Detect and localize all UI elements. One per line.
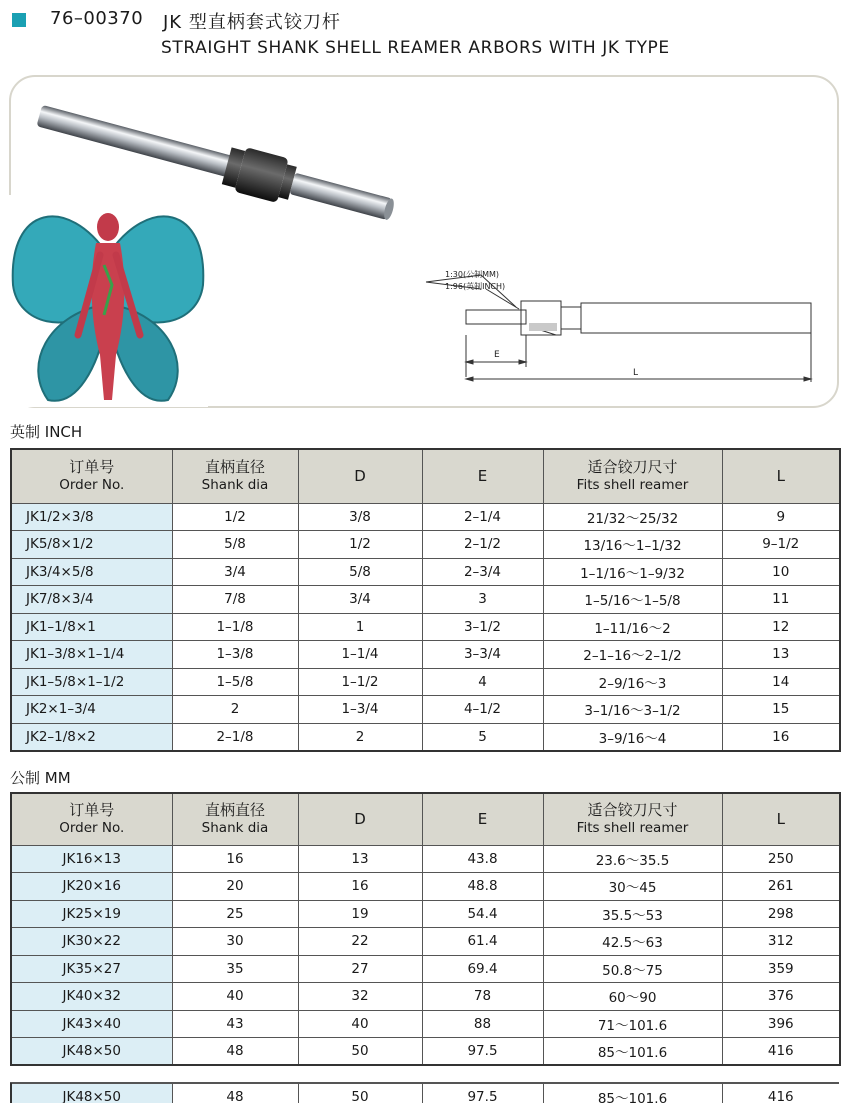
cell-shank-dia: 16: [172, 845, 298, 873]
header-d: D: [298, 793, 422, 845]
cell-order-no: JK1–1/8×1: [11, 613, 172, 641]
cell-fits-reamer: 60～90: [543, 983, 722, 1011]
cell-l: 359: [722, 955, 840, 983]
cell-l: 416: [722, 1084, 839, 1103]
cell-l: 9: [722, 503, 840, 531]
cell-fits-reamer: 21/32～25/32: [543, 503, 722, 531]
cell-l: 250: [722, 845, 840, 873]
cell-e: 78: [422, 983, 543, 1011]
cell-shank-dia: 48: [172, 1038, 298, 1066]
dim-e-label: E: [494, 350, 500, 360]
cell-order-no: JK5/8×1/2: [11, 531, 172, 559]
cell-order-no: JK40×32: [11, 983, 172, 1011]
cell-order-no: JK48×50: [11, 1084, 172, 1103]
cell-d: 50: [298, 1038, 422, 1066]
cell-e: 5: [422, 723, 543, 751]
cell-shank-dia: 48: [172, 1084, 298, 1103]
cell-d: 2: [298, 723, 422, 751]
cell-shank-dia: 7/8: [172, 586, 298, 614]
cell-order-no: JK16×13: [11, 845, 172, 873]
cell-fits-reamer: 3–9/16～4: [543, 723, 722, 751]
cell-order-no: JK35×27: [11, 955, 172, 983]
product-code: 76–00370: [50, 8, 144, 29]
cell-l: 312: [722, 928, 840, 956]
cell-d: 1–1/2: [298, 668, 422, 696]
cell-e: 69.4: [422, 955, 543, 983]
cell-fits-reamer: 42.5～63: [543, 928, 722, 956]
header-d: D: [298, 449, 422, 503]
table-row: [11, 955, 840, 983]
cell-order-no: JK2×1–3/4: [11, 696, 172, 724]
cell-l: 15: [722, 696, 840, 724]
cell-e: 43.8: [422, 845, 543, 873]
cell-fits-reamer: 2–1–16～2–1/2: [543, 641, 722, 669]
cell-d: 13: [298, 845, 422, 873]
header-order-no: 订单号 Order No.: [11, 793, 172, 845]
cell-fits-reamer: 1–5/16～1–5/8: [543, 586, 722, 614]
cell-fits-reamer: 23.6～35.5: [543, 845, 722, 873]
title-english: STRAIGHT SHANK SHELL REAMER ARBORS WITH JK TYPE: [161, 38, 670, 58]
header-order-no: 订单号 Order No.: [11, 449, 172, 503]
cell-d: 40: [298, 1010, 422, 1038]
cell-fits-reamer: 1–1/16～1–9/32: [543, 558, 722, 586]
header-accent-square: [12, 13, 26, 27]
header-l: L: [722, 449, 840, 503]
table-row: [11, 983, 840, 1011]
cell-l: 14: [722, 668, 840, 696]
title-chinese: JK 型直柄套式铰刀杆: [163, 12, 341, 33]
table-row: [11, 613, 840, 641]
header-fits-reamer: 适合铰刀尺寸 Fits shell reamer: [543, 449, 722, 503]
cell-e: 54.4: [422, 900, 543, 928]
cell-shank-dia: 35: [172, 955, 298, 983]
cell-e: 4–1/2: [422, 696, 543, 724]
table-header-row: [11, 793, 840, 845]
cell-d: 16: [298, 873, 422, 901]
butterfly-figure-photo: [8, 195, 208, 407]
cell-l: 298: [722, 900, 840, 928]
cell-fits-reamer: 1–11/16～2: [543, 613, 722, 641]
cell-d: 1–1/4: [298, 641, 422, 669]
cell-l: 416: [722, 1038, 840, 1066]
cell-shank-dia: 43: [172, 1010, 298, 1038]
cell-shank-dia: 1–1/8: [172, 613, 298, 641]
cell-l: 261: [722, 873, 840, 901]
cell-order-no: JK30×22: [11, 928, 172, 956]
table-row: [11, 558, 840, 586]
table-row: [11, 723, 840, 751]
cell-d: 19: [298, 900, 422, 928]
cell-l: 9–1/2: [722, 531, 840, 559]
table-row: [11, 586, 840, 614]
header-e: E: [422, 449, 543, 503]
cell-e: 2–1/2: [422, 531, 543, 559]
cell-order-no: JK1–3/8×1–1/4: [11, 641, 172, 669]
table-row: [11, 696, 840, 724]
cell-fits-reamer: 13/16～1–1/32: [543, 531, 722, 559]
table-row: [11, 1038, 840, 1066]
cell-d: 1–3/4: [298, 696, 422, 724]
cell-e: 61.4: [422, 928, 543, 956]
cell-e: 88: [422, 1010, 543, 1038]
cell-e: 4: [422, 668, 543, 696]
cell-fits-reamer: 50.8～75: [543, 955, 722, 983]
duplicated-row-strip: [10, 1073, 839, 1103]
cell-order-no: JK48×50: [11, 1038, 172, 1066]
cell-d: 50: [298, 1084, 422, 1103]
cell-d: 3/4: [298, 586, 422, 614]
cell-order-no: JK7/8×3/4: [11, 586, 172, 614]
dim-l-label: L: [633, 368, 639, 378]
table-row: [11, 1010, 840, 1038]
taper-mm-label: 1:30(公制MM): [445, 270, 500, 279]
cell-fits-reamer: 35.5～53: [543, 900, 722, 928]
cell-e: 97.5: [422, 1084, 543, 1103]
cell-order-no: JK1–5/8×1–1/2: [11, 668, 172, 696]
cell-fits-reamer: 3–1/16～3–1/2: [543, 696, 722, 724]
table-row: [11, 1084, 839, 1103]
cell-l: 13: [722, 641, 840, 669]
cell-order-no: JK1/2×3/8: [11, 503, 172, 531]
inch-spec-table: [10, 448, 841, 752]
taper-inch-label: 1:96(英制INCH): [445, 282, 506, 291]
table-row: [11, 668, 840, 696]
cell-fits-reamer: 2–9/16～3: [543, 668, 722, 696]
cell-shank-dia: 1/2: [172, 503, 298, 531]
cell-shank-dia: 2–1/8: [172, 723, 298, 751]
cell-order-no: JK3/4×5/8: [11, 558, 172, 586]
strip-table: [10, 1083, 839, 1103]
cell-l: 12: [722, 613, 840, 641]
cell-e: 3: [422, 586, 543, 614]
cell-fits-reamer: 85～101.6: [543, 1038, 722, 1066]
header-shank-dia: 直柄直径 Shank dia: [172, 449, 298, 503]
cell-order-no: JK20×16: [11, 873, 172, 901]
table-row: [11, 531, 840, 559]
cell-l: 11: [722, 586, 840, 614]
cell-fits-reamer: 71～101.6: [543, 1010, 722, 1038]
mm-spec-table: [10, 792, 841, 1066]
table-header-row: [11, 449, 840, 503]
cell-order-no: JK43×40: [11, 1010, 172, 1038]
cell-shank-dia: 2: [172, 696, 298, 724]
cell-shank-dia: 20: [172, 873, 298, 901]
table-row: [11, 900, 840, 928]
table-row: [11, 928, 840, 956]
cell-shank-dia: 30: [172, 928, 298, 956]
table-row: [11, 845, 840, 873]
cell-shank-dia: 3/4: [172, 558, 298, 586]
cell-d: 1/2: [298, 531, 422, 559]
cell-fits-reamer: 30～45: [543, 873, 722, 901]
cell-shank-dia: 5/8: [172, 531, 298, 559]
header-l: L: [722, 793, 840, 845]
cell-shank-dia: 1–3/8: [172, 641, 298, 669]
cell-e: 3–3/4: [422, 641, 543, 669]
cell-e: 48.8: [422, 873, 543, 901]
cell-l: 396: [722, 1010, 840, 1038]
cell-d: 32: [298, 983, 422, 1011]
header-e: E: [422, 793, 543, 845]
cell-fits-reamer: 85～101.6: [543, 1084, 722, 1103]
table-row: [11, 641, 840, 669]
cell-order-no: JK25×19: [11, 900, 172, 928]
cell-shank-dia: 40: [172, 983, 298, 1011]
header-fits-reamer: 适合铰刀尺寸 Fits shell reamer: [543, 793, 722, 845]
technical-drawing: [426, 275, 811, 382]
cell-shank-dia: 25: [172, 900, 298, 928]
inch-section-label: 英制 INCH: [10, 423, 83, 441]
cell-d: 1: [298, 613, 422, 641]
cell-d: 5/8: [298, 558, 422, 586]
cell-l: 376: [722, 983, 840, 1011]
header-shank-dia: 直柄直径 Shank dia: [172, 793, 298, 845]
cell-e: 2–3/4: [422, 558, 543, 586]
cell-d: 3/8: [298, 503, 422, 531]
cell-shank-dia: 1–5/8: [172, 668, 298, 696]
cell-l: 10: [722, 558, 840, 586]
table-row: [11, 873, 840, 901]
cell-e: 2–1/4: [422, 503, 543, 531]
butterfly-figure-illustration: [8, 195, 208, 407]
cell-e: 97.5: [422, 1038, 543, 1066]
cell-e: 3–1/2: [422, 613, 543, 641]
cell-l: 16: [722, 723, 840, 751]
table-row: [11, 503, 840, 531]
cell-order-no: JK2–1/8×2: [11, 723, 172, 751]
cell-d: 22: [298, 928, 422, 956]
cell-d: 27: [298, 955, 422, 983]
mm-section-label: 公制 MM: [10, 769, 71, 787]
